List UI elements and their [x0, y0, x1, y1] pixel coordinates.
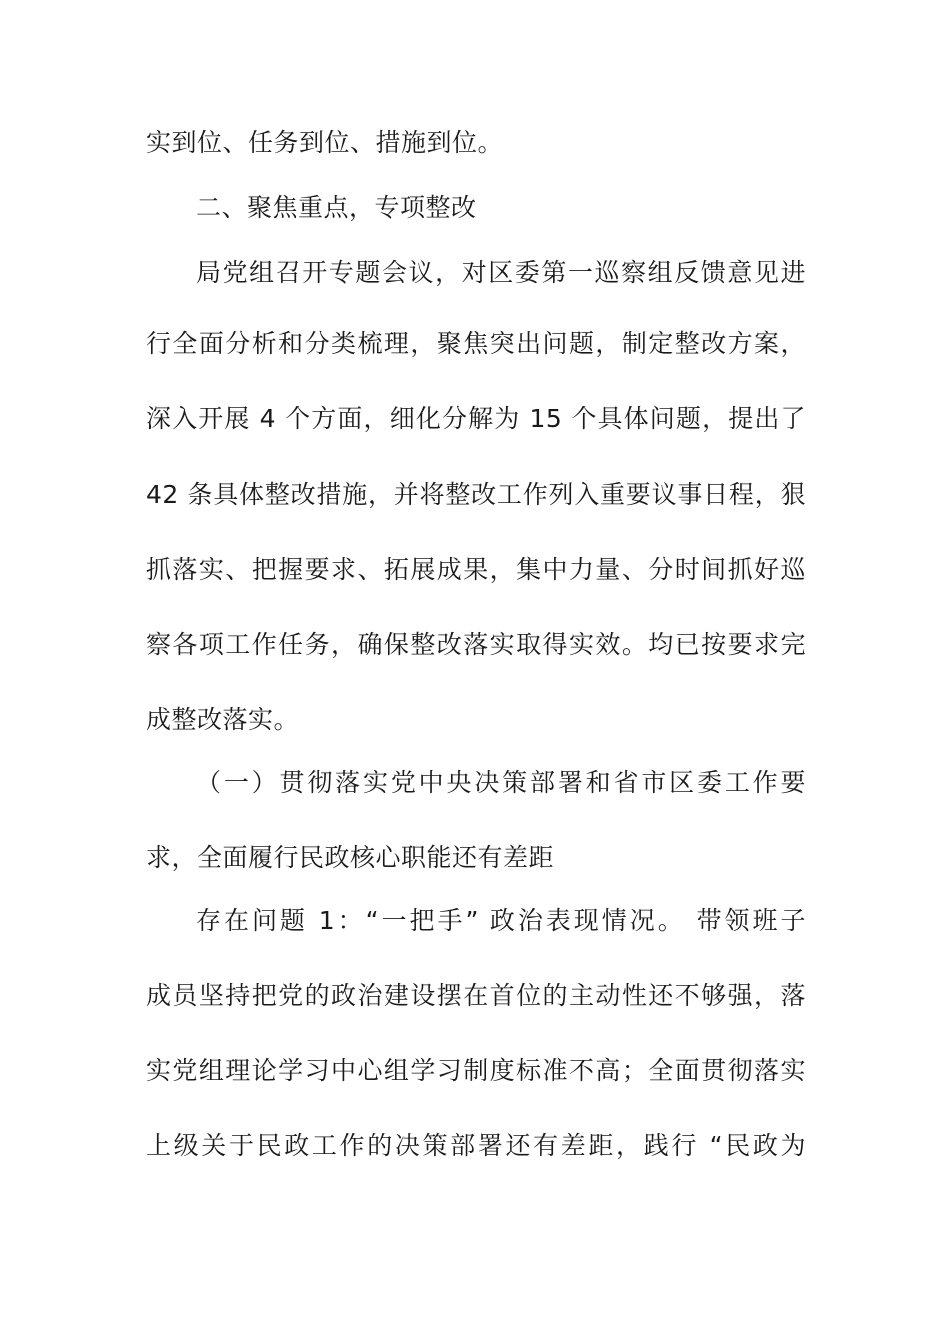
section-heading: 二、聚焦重点，专项整改: [196, 193, 477, 222]
text-line: 局党组召开专题会议，对区委第一巡察组反馈意见进: [196, 258, 806, 287]
text-line: 成员坚持把党的政治建设摆在首位的主动性还不够强，落: [146, 981, 806, 1010]
subsection-heading: （一）贯彻落实党中央决策部署和省市区委工作要: [196, 768, 806, 797]
text-line: 行全面分析和分类梳理，聚焦突出问题，制定整改方案，: [146, 329, 806, 358]
text-line: 成整改落实。: [146, 705, 300, 734]
text-line: 实党组理论学习中心组学习制度标准不高；全面贯彻落实: [146, 1056, 806, 1085]
text-line: 存在问题 1：“一把手” 政治表现情况。 带领班子: [196, 906, 806, 935]
text-line: 上级关于民政工作的决策部署还有差距，践行 “民政为: [146, 1131, 806, 1160]
subsection-heading-cont: 求，全面履行民政核心职能还有差距: [146, 843, 555, 872]
text-line: 实到位、任务到位、措施到位。: [146, 128, 504, 157]
text-line: 抓落实、把握要求、拓展成果，集中力量、分时间抓好巡: [146, 555, 806, 584]
text-line: 察各项工作任务，确保整改落实取得实效。均已按要求完: [146, 630, 806, 659]
text-line: 42 条具体整改措施，并将整改工作列入重要议事日程，狠: [146, 480, 806, 509]
text-line: 深入开展 4 个方面，细化分解为 15 个具体问题，提出了: [146, 404, 806, 433]
